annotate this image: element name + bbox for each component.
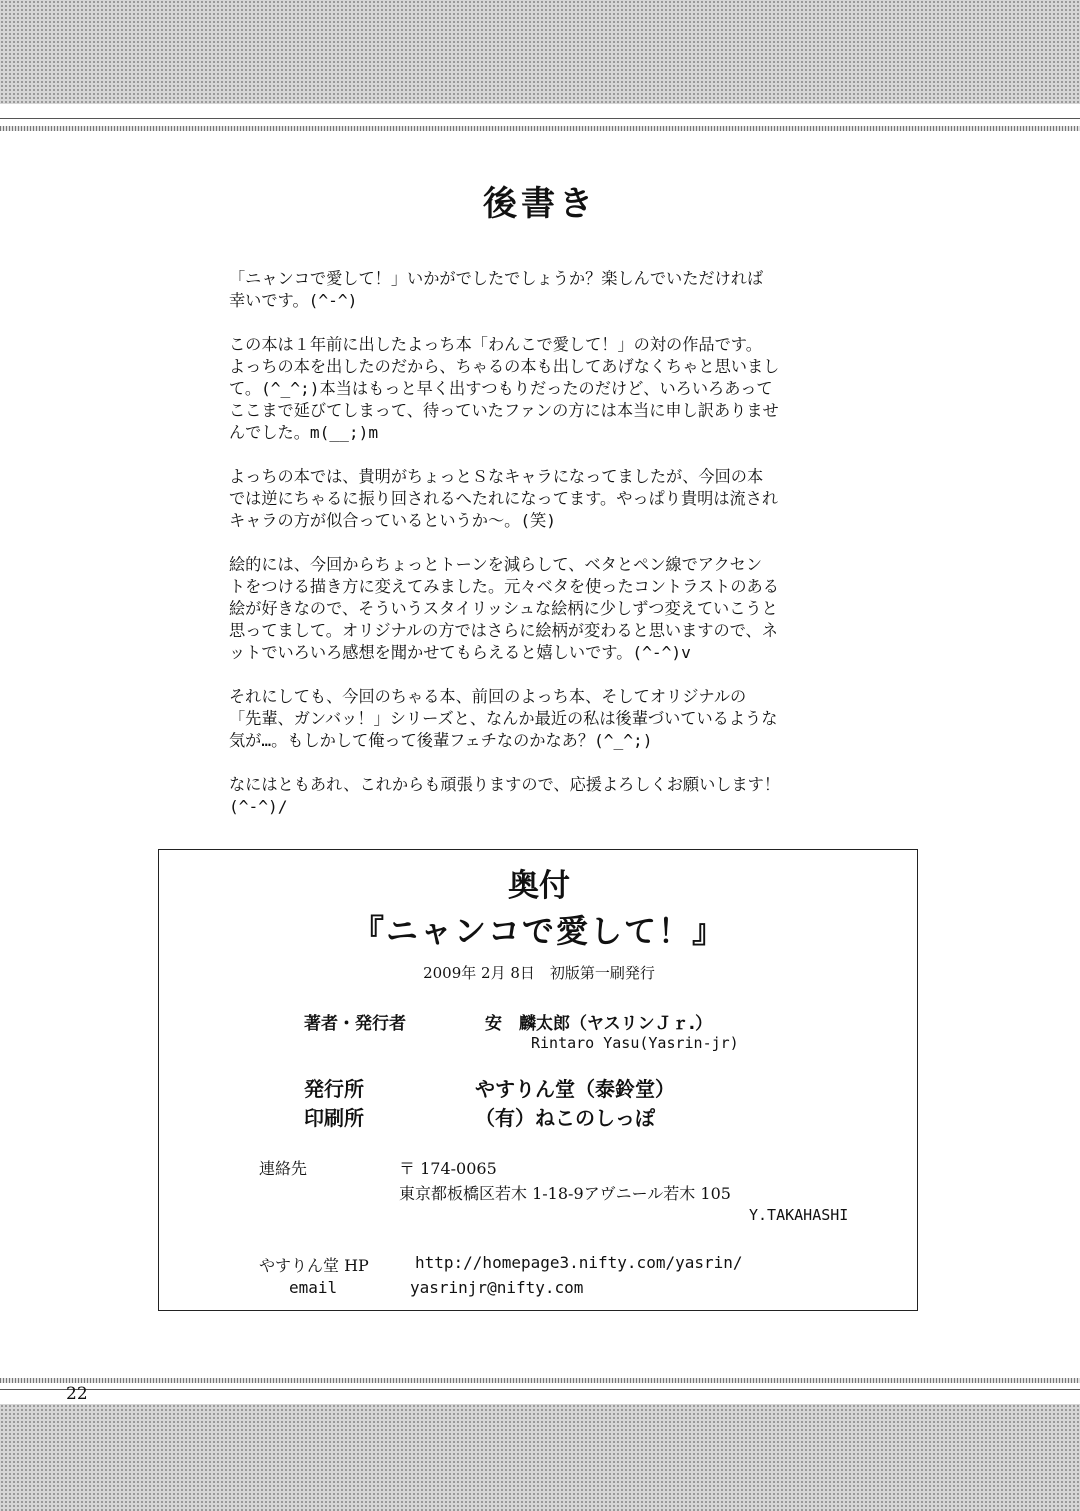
printer-name: （有）ねこのしっぽ — [475, 1106, 655, 1130]
contact-name: Y.TAKAHASHI — [749, 1206, 849, 1224]
author-romaji: Rintaro Yasu(Yasrin-jr) — [531, 1034, 739, 1052]
publisher-name: やすりん堂（泰鈴堂） — [475, 1077, 675, 1101]
homepage-label: やすりん堂 HP — [259, 1256, 369, 1275]
afterword-title: 後書き — [483, 184, 597, 224]
publication-date: 2009年 2月 8日 初版第一刷発行 — [423, 964, 655, 982]
printer-label: 印刷所 — [304, 1106, 364, 1130]
email-address: yasrinjr@nifty.com — [410, 1278, 584, 1297]
afterword-paragraph-2: この本は１年前に出したよっち本「わんこで愛して！」の対の作品です。 よっちの本を出したのだから、ちゃるの本も出してあげなくちゃと思いまし て。(^_^;)本当はもっと早く出すつもりだったのだけど、いろいろあって ここまで延びてしまって、待っていたファンの方には本当に申し訳ありませ んでした。m(__;)m — [229, 335, 780, 442]
afterword-paragraph-3: よっちの本では、貴明がちょっとＳなキャラになってましたが、今回の本 では逆にちゃるに振り回されるへたれになってます。やっぱり貴明は流され キャラの方が似合っているというか〜。(笑) — [229, 467, 779, 530]
afterword-paragraph-4: 絵的には、今回からちょっとトーンを減らして、ベタとペン線でアクセン トをつける描き方に変えてみました。元々ベタを使ったコントラストのある 絵が好きなので、そういうスタイリッシュな絵柄に少しずつ変えていこうと 思ってまして。オリジナルの方ではさらに絵柄が変わると思いますので、ネ ットでいろいろ感想を聞かせてもらえると嬉しいです。(^-^)v — [229, 555, 779, 662]
homepage-url: http://homepage3.nifty.com/yasrin/ — [415, 1253, 743, 1272]
colophon-heading: 奥付 — [508, 868, 570, 904]
publisher-label: 発行所 — [304, 1077, 364, 1101]
email-label: email — [289, 1278, 338, 1297]
colophon-box — [158, 849, 918, 1311]
top-stripe-band — [0, 126, 1080, 131]
contact-label: 連絡先 — [259, 1159, 308, 1178]
book-title: 『ニャンコで愛して！』 — [351, 912, 726, 950]
afterword-paragraph-6: なにはともあれ、これからも頑張りますので、応援よろしくお願いします！ (^-^)/ — [229, 775, 781, 816]
afterword-paragraph-5: それにしても、今回のちゃる本、前回のよっち本、そしてオリジナルの 「先輩、ガンバッ！」シリーズと、なんか最近の私は後輩づいているような 気が…。もしかして俺って後輩フェチなのかなあ？(^_^;) — [229, 687, 778, 750]
author-name: 安 麟太郎（ヤスリンＪｒ.） — [485, 1014, 713, 1034]
bottom-rule — [0, 1389, 1080, 1390]
address: 東京都板橋区若木 1-18-9アヴニール若木 105 — [399, 1184, 731, 1203]
bottom-screentone-band — [0, 1404, 1080, 1511]
page-number: 22 — [66, 1384, 88, 1404]
afterword-body — [229, 268, 879, 818]
postal-code: 〒 174-0065 — [399, 1159, 497, 1178]
afterword-paragraph-1: 「ニャンコで愛して！」いかがでしたでしょうか？楽しんでいただければ 幸いです。(^-^) — [229, 269, 764, 310]
author-label: 著者・発行者 — [304, 1014, 406, 1034]
bottom-stripe-band — [0, 1378, 1080, 1383]
top-rule — [0, 118, 1080, 119]
top-screentone-band — [0, 0, 1080, 104]
